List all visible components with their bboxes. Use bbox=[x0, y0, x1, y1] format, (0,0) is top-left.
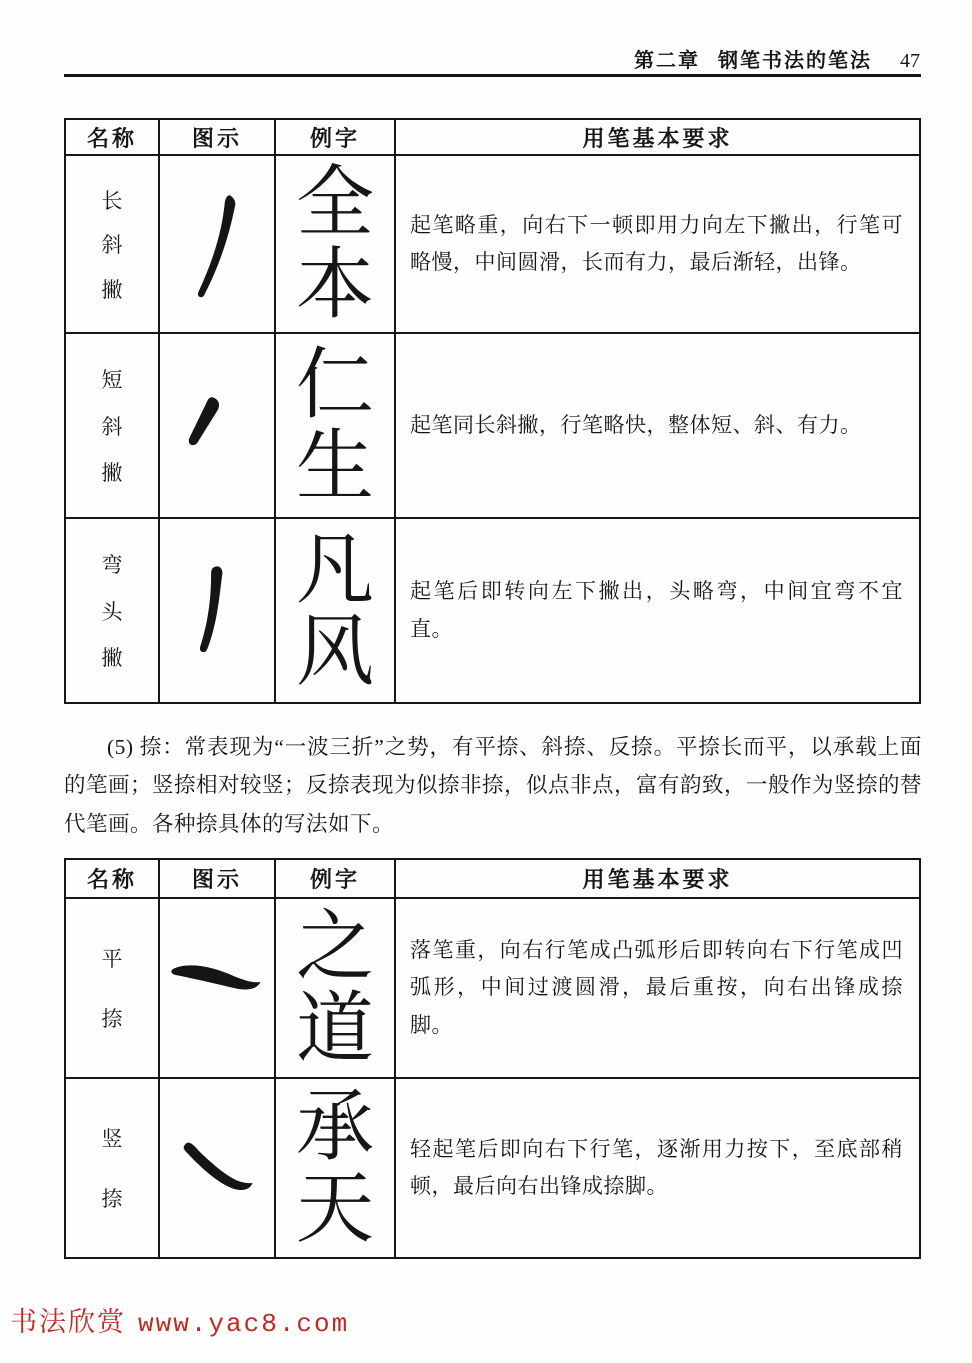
column-header-requirement: 用笔基本要求 bbox=[394, 860, 919, 897]
flat-na-stroke-glyph bbox=[160, 899, 274, 1077]
stroke-name-long-slant-pie: 长 斜 撇 bbox=[66, 154, 158, 332]
stroke-name-short-slant-pie: 短 斜 撇 bbox=[66, 332, 158, 517]
watermark bbox=[10, 1300, 349, 1339]
pie-stroke-table bbox=[64, 118, 921, 704]
watermark-site-name: 书法欣赏 bbox=[10, 1307, 126, 1337]
column-header-illustration: 图示 bbox=[158, 860, 274, 897]
chapter-label: 第二章 bbox=[634, 50, 700, 72]
stroke-diagram-vertical-na bbox=[158, 1077, 274, 1257]
requirement-vertical-na: 轻起笔后即向右下行笔，逐渐用力按下，至底部稍顿，最后向右出锋成捺脚。 bbox=[394, 1077, 919, 1257]
requirement-bent-head-pie: 起笔后即转向左下撇出，头略弯，中间宜弯不宜直。 bbox=[394, 517, 919, 702]
stroke-diagram-long-slant-pie bbox=[158, 154, 274, 332]
page-title: 钢笔书法的笔法 bbox=[718, 50, 872, 72]
example-chars-vertical-na: 承 天 bbox=[274, 1077, 394, 1257]
stroke-diagram-flat-na bbox=[158, 897, 274, 1077]
stroke-diagram-short-slant-pie bbox=[158, 332, 274, 517]
example-chars-short-slant-pie: 仁 生 bbox=[274, 332, 394, 517]
example-chars-flat-na: 之 道 bbox=[274, 897, 394, 1077]
na-stroke-paragraph: (5) 捺：常表现为“一波三折”之势，有平捺、斜捺、反捺。平捺长而平，以承载上面的笔画；竖捺相对较竖；反捺表现为似捺非捺，似点非点，富有韵致，一般作为竖捺的替代笔画。各种捺具体的写法如下。 bbox=[64, 735, 923, 836]
requirement-long-slant-pie: 起笔略重，向右下一顿即用力向左下撇出，行笔可略慢，中间圆滑，长而有力，最后渐轻，出锋。 bbox=[394, 154, 919, 332]
page-number: 47 bbox=[900, 50, 920, 72]
requirement-flat-na: 落笔重，向右行笔成凸弧形后即转向右下行笔成凹弧形，中间过渡圆滑，最后重按，向右出锋成捺脚。 bbox=[394, 897, 919, 1077]
example-chars-bent-head-pie: 凡 风 bbox=[274, 517, 394, 702]
long-slant-pie-stroke-glyph bbox=[160, 156, 274, 332]
stroke-name-bent-head-pie: 弯 头 撇 bbox=[66, 517, 158, 702]
na-stroke-table bbox=[64, 858, 921, 1259]
short-slant-pie-stroke-glyph bbox=[160, 334, 274, 517]
requirement-short-slant-pie: 起笔同长斜撇，行笔略快，整体短、斜、有力。 bbox=[394, 332, 919, 517]
stroke-name-flat-na: 平 捺 bbox=[66, 897, 158, 1077]
bent-head-pie-stroke-glyph bbox=[160, 519, 274, 702]
vertical-na-stroke-glyph bbox=[160, 1079, 274, 1257]
stroke-diagram-bent-head-pie bbox=[158, 517, 274, 702]
column-header-example: 例字 bbox=[274, 120, 394, 154]
stroke-name-vertical-na: 竖 捺 bbox=[66, 1077, 158, 1257]
column-header-illustration: 图示 bbox=[158, 120, 274, 154]
watermark-site-url: www.yac8.com bbox=[138, 1309, 350, 1339]
column-header-example: 例字 bbox=[274, 860, 394, 897]
running-head bbox=[64, 44, 920, 73]
column-header-name: 名称 bbox=[86, 125, 137, 151]
column-header-requirement: 用笔基本要求 bbox=[394, 120, 919, 154]
example-chars-long-slant-pie: 全 本 bbox=[274, 154, 394, 332]
column-header-name: 名称 bbox=[86, 867, 137, 892]
header-rule bbox=[64, 74, 921, 77]
